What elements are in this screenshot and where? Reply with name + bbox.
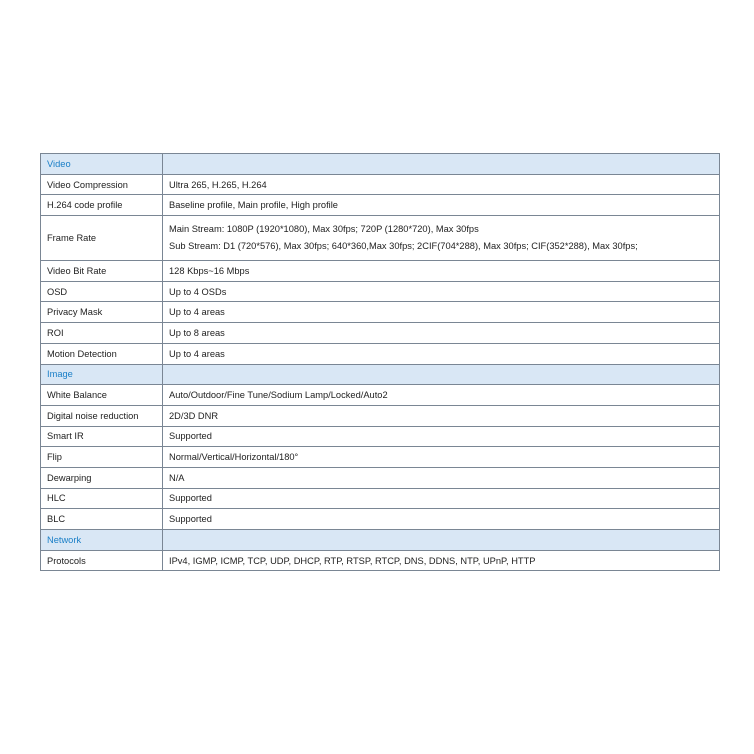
spec-value [163, 550, 720, 571]
spec-value-line: Up to 8 areas [169, 327, 225, 338]
spec-row [41, 447, 720, 468]
spec-value [163, 426, 720, 447]
spec-value [163, 343, 720, 364]
spec-value [163, 174, 720, 195]
spec-value [163, 467, 720, 488]
spec-value-line: Up to 4 areas [169, 348, 225, 359]
spec-value [163, 405, 720, 426]
spec-label: Flip [41, 447, 163, 468]
spec-row [41, 343, 720, 364]
spec-label: Protocols [41, 550, 163, 571]
spec-value-line: Up to 4 OSDs [169, 286, 227, 297]
spec-value-line: Supported [169, 431, 212, 442]
spec-row [41, 216, 720, 261]
section-header-network [41, 530, 720, 551]
spec-label: ROI [41, 323, 163, 344]
spec-value [163, 385, 720, 406]
spec-value [163, 261, 720, 282]
spec-value-line: Baseline profile, Main profile, High profile [169, 200, 338, 211]
spec-value-line: Supported [169, 514, 212, 525]
spec-value [163, 509, 720, 530]
spec-value-line: Auto/Outdoor/Fine Tune/Sodium Lamp/Locked/Auto2 [169, 390, 388, 401]
spec-value [163, 302, 720, 323]
spec-value [163, 447, 720, 468]
spec-label: Privacy Mask [41, 302, 163, 323]
section-title: Network [41, 530, 163, 551]
spec-value-line: 128 Kbps~16 Mbps [169, 265, 250, 276]
spec-table-body [41, 154, 720, 571]
spec-value-line: Normal/Vertical/Horizontal/180° [169, 452, 299, 463]
section-header-spacer [163, 154, 720, 175]
spec-label: Motion Detection [41, 343, 163, 364]
spec-row [41, 302, 720, 323]
spec-value-line: Up to 4 areas [169, 307, 225, 318]
spec-value-line: Main Stream: 1080P (1920*1080), Max 30fps; 720P (1280*720), Max 30fps [169, 224, 479, 235]
spec-row [41, 174, 720, 195]
spec-value [163, 323, 720, 344]
spec-value [163, 216, 720, 261]
spec-row [41, 509, 720, 530]
spec-row [41, 467, 720, 488]
section-header-spacer [163, 364, 720, 385]
spec-value-line: N/A [169, 472, 185, 483]
section-header-video [41, 154, 720, 175]
spec-row [41, 550, 720, 571]
spec-value-line: IPv4, IGMP, ICMP, TCP, UDP, DHCP, RTP, RTSP, RTCP, DNS, DDNS, NTP, UPnP, HTTP [169, 555, 536, 566]
spec-row [41, 195, 720, 216]
spec-label: H.264 code profile [41, 195, 163, 216]
section-header-image [41, 364, 720, 385]
spec-label: Digital noise reduction [41, 405, 163, 426]
spec-label: Dewarping [41, 467, 163, 488]
spec-label: HLC [41, 488, 163, 509]
spec-row [41, 261, 720, 282]
section-header-spacer [163, 530, 720, 551]
spec-label: Video Bit Rate [41, 261, 163, 282]
spec-table [40, 153, 720, 571]
spec-label: Video Compression [41, 174, 163, 195]
spec-row [41, 281, 720, 302]
spec-value-line: Supported [169, 493, 212, 504]
spec-value [163, 488, 720, 509]
spec-label: Smart IR [41, 426, 163, 447]
spec-label: BLC [41, 509, 163, 530]
spec-value-line: Sub Stream: D1 (720*576), Max 30fps; 640*360,Max 30fps; 2CIF(704*288), Max 30fps; CIF(352*288), Max 30fps; [169, 241, 638, 252]
spec-label: White Balance [41, 385, 163, 406]
spec-row [41, 385, 720, 406]
spec-value [163, 195, 720, 216]
spec-label: Frame Rate [41, 216, 163, 261]
spec-row [41, 426, 720, 447]
spec-value-line: 2D/3D DNR [169, 410, 219, 421]
spec-value-line: Ultra 265, H.265, H.264 [169, 179, 267, 190]
section-title: Video [41, 154, 163, 175]
spec-row [41, 488, 720, 509]
section-title: Image [41, 364, 163, 385]
spec-row [41, 323, 720, 344]
spec-label: OSD [41, 281, 163, 302]
spec-row [41, 405, 720, 426]
spec-value [163, 281, 720, 302]
